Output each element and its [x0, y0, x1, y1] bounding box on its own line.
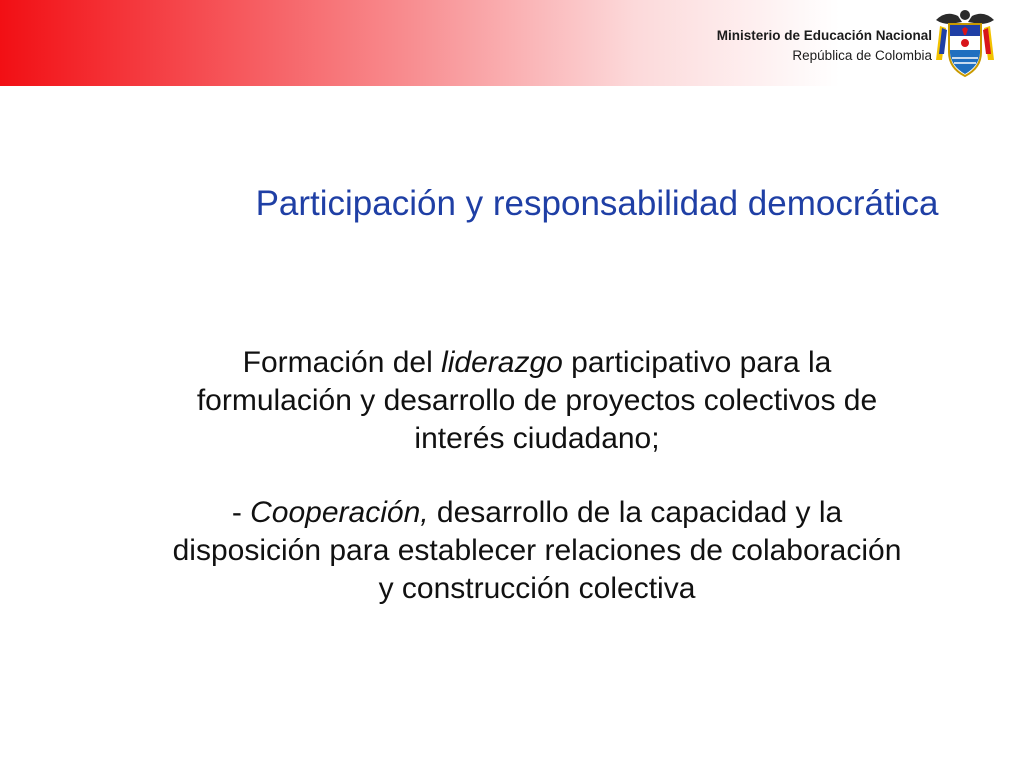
paragraph-leadership-emphasis: liderazgo	[441, 346, 563, 379]
paragraph-cooperation-emphasis: Cooperación,	[250, 496, 429, 529]
coat-of-arms-icon	[932, 6, 998, 80]
slide-title: Participación y responsabilidad democrática	[255, 184, 939, 223]
ministry-block	[717, 26, 932, 66]
paragraph-leadership	[170, 344, 904, 458]
header-band	[0, 0, 1024, 86]
slide-body	[170, 344, 904, 608]
paragraph-cooperation-rest: desarrollo de la capacidad y la disposición para establecer relaciones de colaboración y construcción colectiva	[172, 496, 902, 605]
country-name: República de Colombia	[792, 48, 932, 63]
ministry-name: Ministerio de Educación Nacional	[716, 28, 932, 43]
paragraph-cooperation	[170, 494, 904, 608]
paragraph-leadership-rest: participativo para la formulación y desarrollo de proyectos colectivos de interés ciudadano;	[196, 346, 878, 455]
paragraph-leadership-start: Formación del	[242, 346, 442, 379]
paragraph-cooperation-start: -	[231, 496, 251, 529]
